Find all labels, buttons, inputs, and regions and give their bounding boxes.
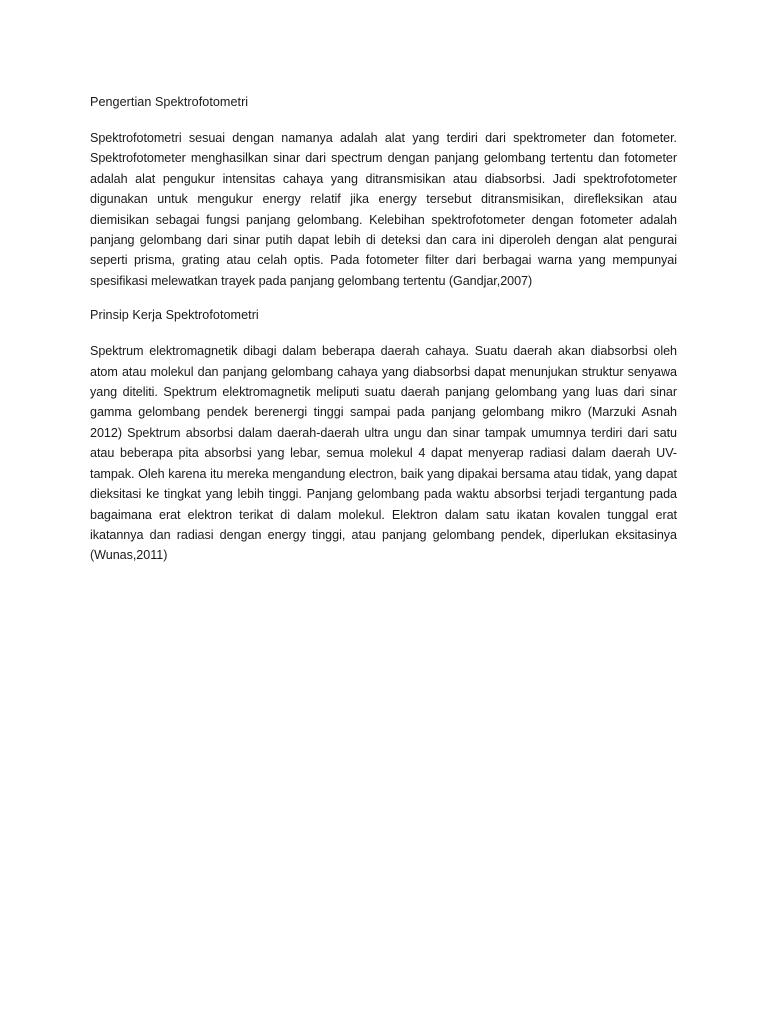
section-heading-prinsip-kerja: Prinsip Kerja Spektrofotometri — [90, 308, 259, 323]
section-paragraph-prinsip-kerja: Spektrum elektromagnetik dibagi dalam beberapa daerah cahaya. Suatu daerah akan diabsorbsi oleh atom atau molekul dan panjang gelombang cahaya yang diabsorbsi dapat menunjukan struktur senyawa yang diteliti. Spektrum elektromagnetik meliputi suatu daerah panjang gelombang yang luas dari sinar gamma gelombang pendek berenergi tinggi sampai pada panjang gelombang mikro (Marzuki Asnah 2012) Spektrum absorbsi dalam daerah-daerah ultra ungu dan sinar tampak umumnya terdiri dari satu atau beberapa pita absorbsi yang lebar, semua molekul 4 dapat menyerap radiasi dalam daerah UV-tampak. Oleh karena itu mereka mengandung electron, baik yang dipakai bersama atau tidak, yang dapat dieksitasi ke tingkat yang lebih tinggi. Panjang gelombang pada waktu absorbsi terjadi tergantung pada bagaimana erat elektron terikat di dalam molekul. Elektron dalam satu ikatan kovalen tunggal erat ikatannya dan radiasi dengan energy tinggi, atau panjang gelombang pendek, diperlukan eksitasinya (Wunas,2011) — [90, 344, 677, 563]
document-body — [90, 92, 677, 580]
section-heading-pengertian: Pengertian Spektrofotometri — [90, 95, 249, 109]
section-paragraph-pengertian: Spektrofotometri sesuai dengan namanya adalah alat yang terdiri dari spektrometer dan fotometer. Spektrofotometer menghasilkan sinar dari spectrum dengan panjang gelombang tertentu dan fotometer adalah alat pengukur intensitas cahaya yang ditransmisikan atau diabsorbsi. Jadi spektrofotometer digunakan untuk mengukur energy relatif jika energy tersebut ditransmisikan, direfleksikan atau diemisikan sebagai fungsi panjang gelombang. Kelebihan spektrofotometer dengan fotometer adalah panjang gelombang dari sinar putih dapat lebih di deteksi dan cara ini diperoleh dengan alat pengurai seperti prisma, grating atau celah optis. Pada fotometer filter dari berbagai warna yang mempunyai spesifikasi melewatkan trayek pada panjang gelombang tertentu (Gandjar,2007) — [90, 131, 677, 288]
